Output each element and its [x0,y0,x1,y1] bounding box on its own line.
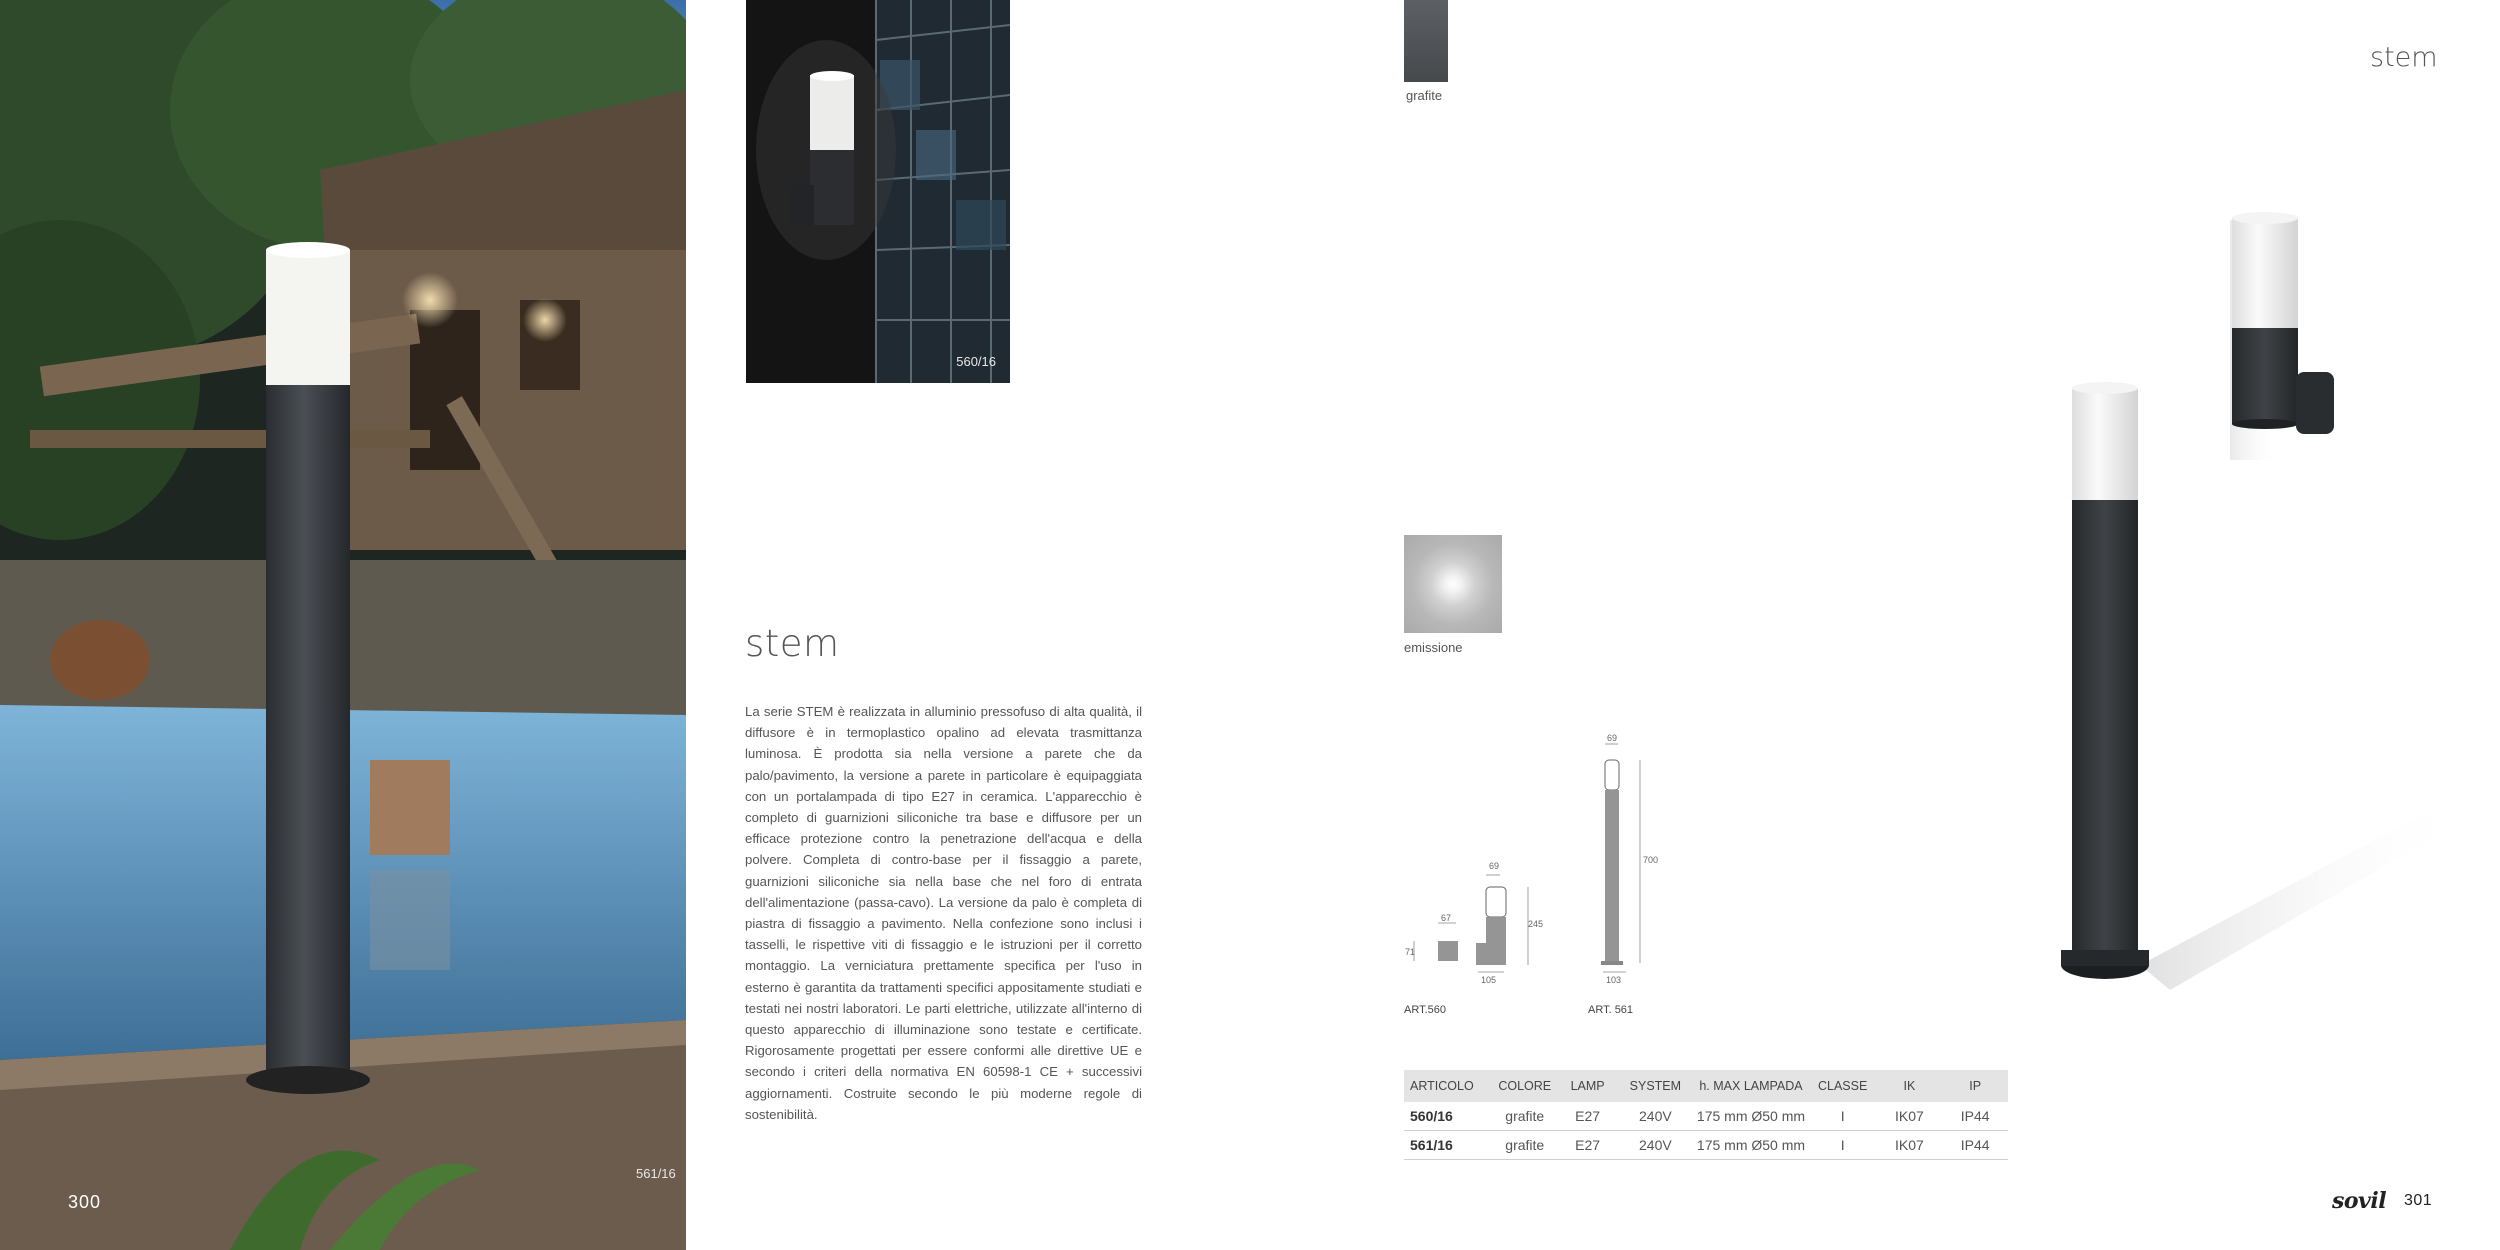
art561-label: ART. 561 [1588,1004,1634,1016]
col-header: COLORE [1492,1070,1558,1102]
table-cell: I [1809,1131,1877,1160]
table-row [1404,1131,2008,1160]
table-cell: 561/16 [1404,1131,1492,1160]
art561-body-drawing [1605,790,1619,963]
table-cell: IP44 [1942,1102,2008,1131]
table-cell: 240V [1617,1102,1693,1131]
table-cell: E27 [1558,1131,1618,1160]
art560-body-drawing [1486,917,1506,965]
color-swatch-grafite [1404,0,1448,82]
page-header-title: stem [2370,42,2438,73]
table-cell: 175 mm Ø50 mm [1693,1131,1809,1160]
col-header: SYSTEM [1617,1070,1693,1102]
table-cell: IP44 [1942,1131,2008,1160]
art560-depth: 105 [1481,975,1497,985]
col-header: IP [1942,1070,2008,1102]
product-description: La serie STEM è realizzata in alluminio pressofuso di alta qualità, il diffusore è in termoplastico opalino ad elevata trasmittanza luminosa. È prodotta sia nella versione a parete che da palo/pavimento, la versione a parete in particolare è equipaggiata con un portalampada di tipo E27 in ceramica. L'apparecchio è completo di guarnizioni siliconiche tra base e diffusore per un efficace protezione contro la penetrazione dell'acqua e della polvere. Completa di contro-base per il fissaggio a parete, guarnizioni siliconiche sia nella base che nel foro di entrata dell'alimentazione (passa-cavo). La versione da palo è completa di piastra di fissaggio a pavimento. Nella confezione sono inclusi i tasselli, le rispettive viti di fissaggio e le istruzioni per il corretto montaggio. La verniciatura prettamente specifica per l'uso in esterno è garantita da trattamenti specifici appositamente studiati e testati nei nostri laboratori. Le parti elettriche, utilizzate all'interno di questo apparecchio di illuminazione sono testate e certificate. Rigorosamente progettati per essere conformi alle direttive UE e secondo i criteri della normativa EN 60598-1 CE + successivi aggiornamenti. Costruite secondo le più moderne regole di sostenibilità. [745,704,1142,1122]
light-emission-swatch [1404,535,1502,633]
art560-base-height: 71 [1405,947,1416,957]
page-number-right: 301 [2404,1192,2433,1209]
art560-label: ART.560 [1404,1004,1446,1016]
table-cell: I [1809,1102,1877,1131]
table-cell: 175 mm Ø50 mm [1693,1102,1809,1131]
col-header: IK [1877,1070,1943,1102]
table-cell: IK07 [1877,1102,1943,1131]
table-cell: 560/16 [1404,1102,1492,1131]
art560-base-drawing [1438,941,1458,961]
art561-height: 700 [1643,855,1659,865]
page-number-left: 300 [68,1192,102,1212]
photo-caption-left: 561/16 [636,1166,676,1181]
art560-base-width: 67 [1441,913,1452,923]
art560-lamp-width: 69 [1489,861,1500,871]
table-cell: IK07 [1877,1131,1943,1160]
art561-top-width: 69 [1607,733,1618,743]
color-swatch-label: grafite [1406,88,1443,103]
art561-base-width: 103 [1606,975,1622,985]
light-emission-label: emissione [1404,640,1463,655]
table-cell: grafite [1492,1102,1558,1131]
art560-diffuser-drawing [1486,887,1506,917]
spec-table [1404,1070,2008,1160]
art560-total-height: 245 [1528,919,1544,929]
table-row [1404,1102,2008,1131]
col-header: CLASSE [1809,1070,1877,1102]
spec-table-header [1404,1070,2008,1102]
art561-diffuser-drawing [1605,760,1619,790]
dimension-drawings [1400,725,1700,1005]
col-header: LAMP [1558,1070,1618,1102]
table-cell: 240V [1617,1131,1693,1160]
col-header: ARTICOLO [1404,1070,1492,1102]
wall-light-photo [746,0,1010,383]
table-cell: E27 [1558,1102,1618,1131]
col-header: h. MAX LAMPADA [1693,1070,1809,1102]
product-title: stem [745,622,840,665]
brand-logo: sovil [2332,1188,2387,1214]
table-cell: grafite [1492,1131,1558,1160]
product-render [2000,180,2470,1010]
photo-caption-wall: 560/16 [956,354,996,369]
outdoor-pool-photo [0,0,686,1250]
